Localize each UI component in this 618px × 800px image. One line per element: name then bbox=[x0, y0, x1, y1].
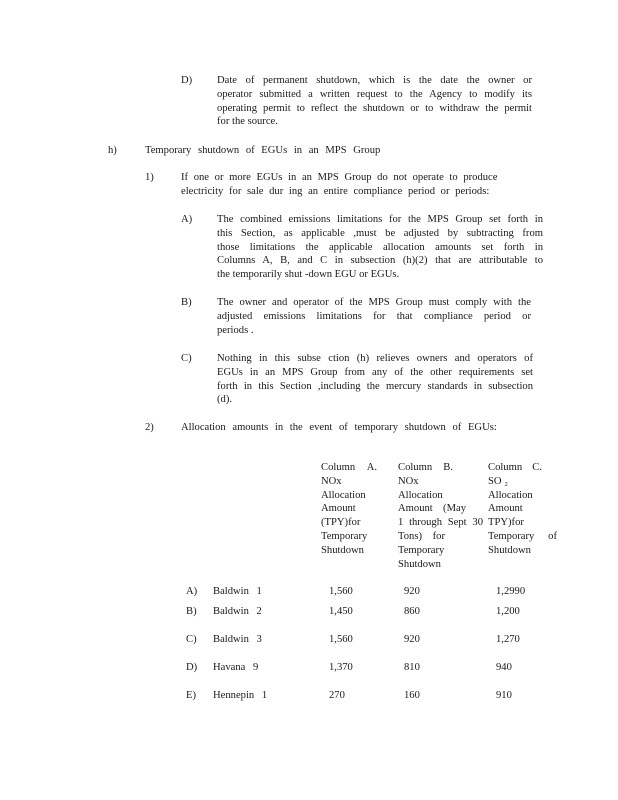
nox-tpy-value: 270 bbox=[329, 690, 345, 701]
header-line: (TPY)for bbox=[321, 517, 361, 529]
nox-seasonal-value: 160 bbox=[404, 690, 420, 701]
column-b-header bbox=[398, 461, 483, 571]
header-line: Allocation bbox=[488, 489, 533, 501]
so2-value: 940 bbox=[496, 662, 512, 673]
text-line: the temporarily shut -down EGU or EGUs. bbox=[217, 269, 400, 281]
header-line: TPY)for bbox=[488, 517, 524, 529]
header-line: Column B. bbox=[398, 462, 453, 473]
row-marker: E) bbox=[186, 690, 196, 701]
row-marker: A) bbox=[186, 586, 198, 597]
table-row bbox=[0, 585, 618, 599]
table-row bbox=[0, 661, 618, 675]
nox-tpy-value: 1,450 bbox=[329, 606, 353, 617]
text-line: If one or more EGUs in an MPS Group do not operate to produce bbox=[181, 172, 498, 183]
unit-name: Havana 9 bbox=[213, 662, 259, 673]
header-line: Temporary bbox=[398, 544, 445, 556]
text-line: Date of permanent shutdown, which is the date the owner or bbox=[217, 75, 532, 86]
table-row bbox=[0, 605, 618, 619]
text-line: operating permit to reflect the shutdown or to withdraw the permit bbox=[217, 102, 532, 114]
sub-a-text bbox=[217, 213, 543, 282]
item-d-marker: D) bbox=[181, 75, 193, 86]
text-line: for the source. bbox=[217, 116, 278, 128]
nox-seasonal-value: 920 bbox=[404, 586, 420, 597]
unit-name: Hennepin 1 bbox=[213, 690, 268, 701]
para-2-text: Allocation amounts in the event of temporary shutdown of EGUs: bbox=[181, 422, 497, 433]
header-line: Temporary bbox=[321, 530, 368, 542]
header-line: NOx bbox=[398, 475, 419, 487]
text-line: adjusted emissions limitations for that compliance period or bbox=[217, 310, 531, 322]
table-row bbox=[0, 689, 618, 703]
header-line: Amount bbox=[488, 503, 523, 515]
nox-tpy-value: 1,560 bbox=[329, 586, 353, 597]
unit-name: Baldwin 3 bbox=[213, 634, 262, 645]
row-marker: D) bbox=[186, 662, 198, 673]
so2-value: 1,2990 bbox=[496, 586, 526, 597]
text-line: Nothing in this subse ction (h) relieves owners and operators of bbox=[217, 353, 533, 364]
header-line: Amount bbox=[321, 503, 356, 515]
sub-c-marker: C) bbox=[181, 353, 192, 364]
sub-c-text bbox=[217, 352, 533, 407]
so2-value: 1,200 bbox=[496, 606, 520, 617]
text-line: forth in this Section ,including the mercury standards in subsection bbox=[217, 380, 533, 392]
section-h-marker: h) bbox=[108, 145, 117, 156]
header-line: Temporary of bbox=[488, 530, 557, 542]
para-2-marker: 2) bbox=[145, 422, 154, 433]
unit-name: Baldwin 2 bbox=[213, 606, 262, 617]
header-line: Tons) for bbox=[398, 530, 445, 542]
para-1-text bbox=[181, 171, 497, 199]
nox-seasonal-value: 860 bbox=[404, 606, 420, 617]
header-line: Column A. bbox=[321, 462, 377, 473]
header-line: SO ₂ bbox=[488, 475, 508, 487]
text-line: (d). bbox=[217, 394, 233, 406]
header-line: Shutdown bbox=[321, 544, 364, 556]
text-line: this Section, as applicable ,must be adjusted by subtracting from bbox=[217, 227, 543, 239]
text-line: periods . bbox=[217, 324, 254, 336]
text-line: those limitations the applicable allocation amounts set forth in bbox=[217, 241, 543, 253]
text-line: electricity for sale dur ing an entire compliance period or periods: bbox=[181, 185, 490, 197]
header-line: Allocation bbox=[398, 489, 443, 501]
sub-b-text bbox=[217, 296, 531, 337]
item-d-text bbox=[217, 74, 532, 129]
nox-seasonal-value: 920 bbox=[404, 634, 420, 645]
row-marker: B) bbox=[186, 606, 197, 617]
text-line: The owner and operator of the MPS Group must comply with the bbox=[217, 297, 531, 308]
column-a-header bbox=[321, 461, 377, 558]
nox-seasonal-value: 810 bbox=[404, 662, 420, 673]
column-c-header bbox=[488, 461, 557, 558]
header-line: 1 through Sept 30 bbox=[398, 517, 483, 529]
header-line: Shutdown bbox=[488, 544, 531, 556]
header-line: Column C. bbox=[488, 462, 542, 473]
unit-name: Baldwin 1 bbox=[213, 586, 262, 597]
text-line: Columns A, B, and C in subsection (h)(2) that are attributable to bbox=[217, 255, 543, 267]
nox-tpy-value: 1,370 bbox=[329, 662, 353, 673]
text-line: operator submitted a written request to the Agency to modify its bbox=[217, 88, 532, 100]
para-1-marker: 1) bbox=[145, 172, 154, 183]
text-line: EGUs in an MPS Group from any of the other requirements set bbox=[217, 366, 533, 378]
table-row bbox=[0, 633, 618, 647]
section-h-heading: Temporary shutdown of EGUs in an MPS Group bbox=[145, 145, 381, 156]
text-line: The combined emissions limitations for the MPS Group set forth in bbox=[217, 214, 543, 225]
header-line: Amount (May bbox=[398, 503, 466, 515]
header-line: NOx bbox=[321, 475, 342, 487]
nox-tpy-value: 1,560 bbox=[329, 634, 353, 645]
sub-a-marker: A) bbox=[181, 214, 193, 225]
header-line: Allocation bbox=[321, 489, 366, 501]
row-marker: C) bbox=[186, 634, 197, 645]
so2-value: 1,270 bbox=[496, 634, 520, 645]
sub-b-marker: B) bbox=[181, 297, 192, 308]
so2-value: 910 bbox=[496, 690, 512, 701]
header-line: Shutdown bbox=[398, 558, 441, 570]
